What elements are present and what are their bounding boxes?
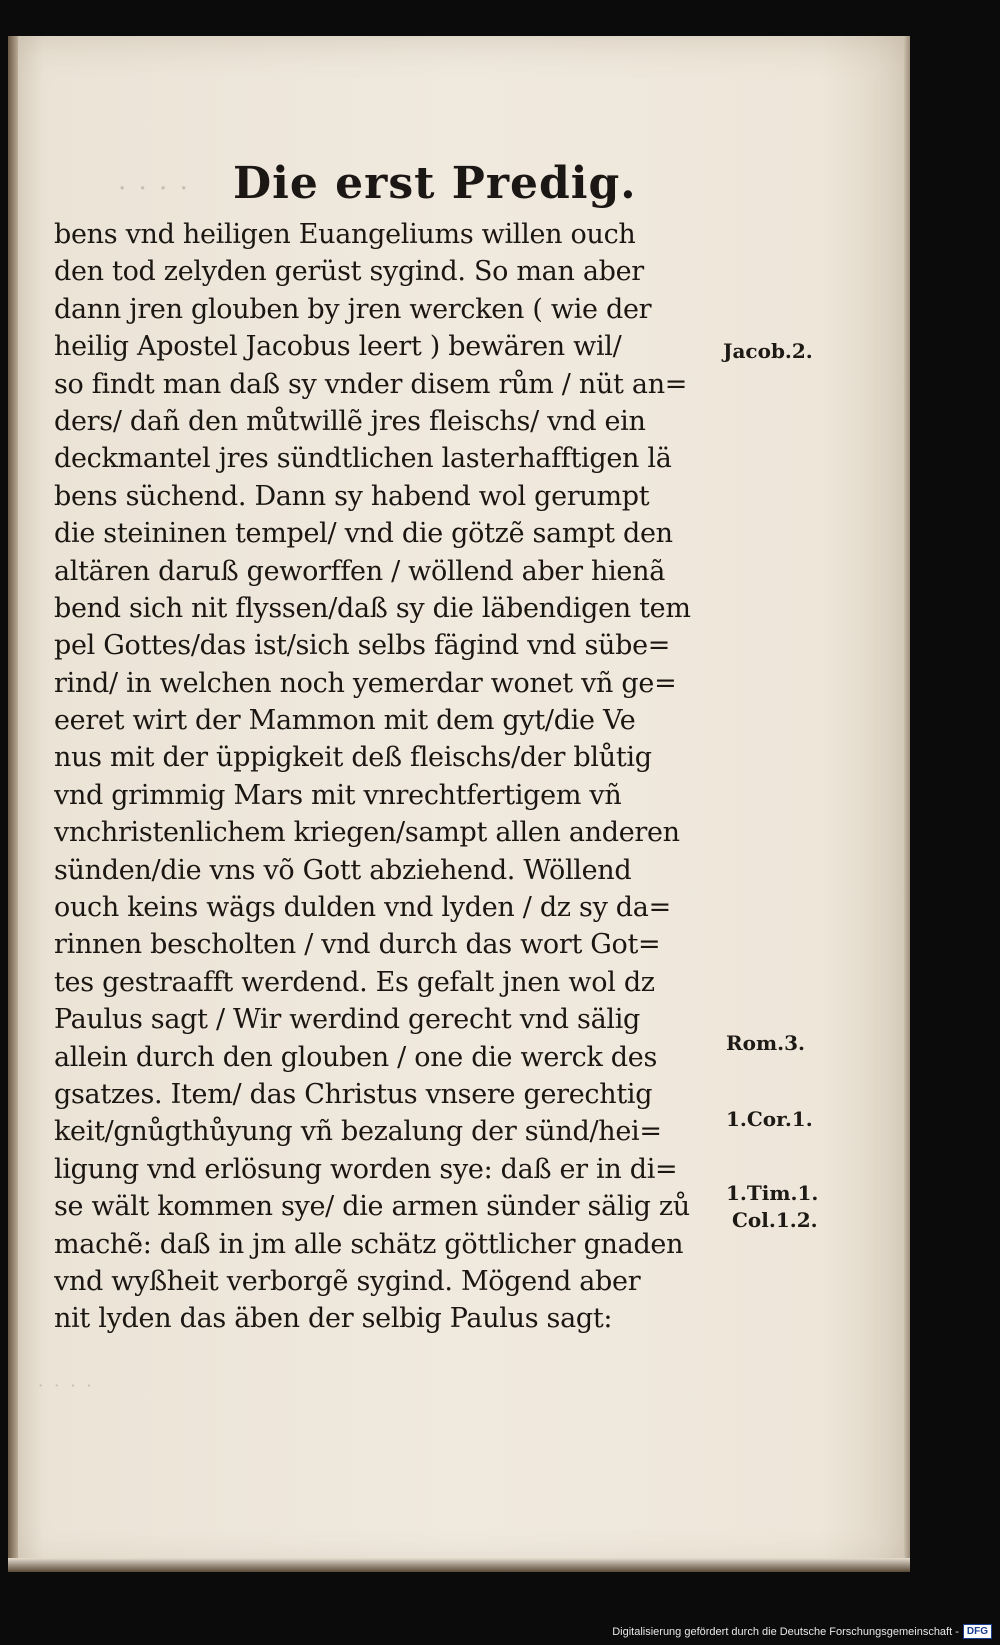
text-line: die steininen tempel/ vnd die götzẽ sampt den <box>54 518 673 550</box>
text-line: dann jren glouben by jren wercken ( wie der <box>54 293 652 325</box>
margin-note-cor: 1.Cor.1. <box>726 1107 813 1131</box>
text-line: nit lyden das äben der selbig Paulus sagt: <box>54 1303 613 1335</box>
text-line: vnchristenlichem kriegen/sampt allen anderen <box>54 817 680 849</box>
text-line: eeret wirt der Mammon mit dem gyt/die Ve <box>54 705 636 737</box>
page-outer-edge <box>904 36 910 1572</box>
text-line: nus mit der üppigkeit deß fleischs/der blůtig <box>54 742 652 774</box>
text-line: ouch keins wägs dulden vnd lyden / dz sy da= <box>54 892 671 924</box>
text-line: tes gestraafft werdend. Es gefalt jnen wol dz <box>54 966 655 998</box>
text-line: keit/gnůgthůyung vñ bezalung der sünd/hei= <box>54 1116 662 1148</box>
text-line: den tod zelyden gerüst sygind. So man aber <box>54 256 644 288</box>
text-line: bend sich nit flyssen/daß sy die läbendigen tem <box>54 592 691 624</box>
page-binding-edge <box>8 36 18 1572</box>
text-line: deckmantel jres sündtlichen lasterhafftigen lä <box>54 443 672 475</box>
text-line: altären daruß geworffen / wöllend aber hienã <box>54 555 665 587</box>
text-line: Paulus sagt / Wir werdind gerecht vnd sälig <box>54 1004 641 1036</box>
faded-show-through-heading: · · · · <box>118 174 190 204</box>
text-line: ders/ dañ den můtwillẽ jres fleischs/ vnd ein <box>54 405 646 437</box>
margin-note-rom: Rom.3. <box>726 1031 805 1055</box>
text-line: rinnen bescholten / vnd durch das wort Got= <box>54 929 661 961</box>
book-page <box>8 36 910 1572</box>
text-line: pel Gottes/das ist/sich selbs fägind vnd sübe= <box>54 630 671 662</box>
margin-note-jacob: Jacob.2. <box>723 339 813 363</box>
text-line: ligung vnd erlösung worden sye: daß er in di= <box>54 1153 678 1185</box>
page-bottom-edge <box>8 1558 910 1572</box>
text-line: machẽ: daß in jm alle schätz göttlicher gnaden <box>54 1228 684 1260</box>
margin-note-col: Col.1.2. <box>732 1208 818 1232</box>
text-line: rind/ in welchen noch yemerdar wonet vñ ge= <box>54 667 677 699</box>
body-text-block <box>54 216 734 1338</box>
text-line: se wält kommen sye/ die armen sünder sälig zů <box>54 1191 690 1223</box>
text-line: bens vnd heiligen Euangeliums willen ouch <box>54 219 636 250</box>
text-line: heilig Apostel Jacobus leert ) bewären wil/ <box>54 331 622 363</box>
faded-show-through-catchline: · · · · <box>38 1376 95 1395</box>
funding-footer <box>612 1624 992 1639</box>
text-line: so findt man daß sy vnder disem rům / nüt an= <box>54 368 688 400</box>
text-line: bens süchend. Dann sy habend wol gerumpt <box>54 480 650 512</box>
text-line: allein durch den glouben / one die werck des <box>54 1041 658 1073</box>
margin-note-tim: 1.Tim.1. <box>726 1181 819 1205</box>
running-head: Die erst Predig. <box>233 158 637 209</box>
dfg-logo: DFG <box>963 1624 992 1639</box>
text-line: sünden/die vns võ Gott abziehend. Wöllend <box>54 854 632 886</box>
text-line: vnd grimmig Mars mit vnrechtfertigem vñ <box>54 779 622 811</box>
text-line: vnd wyßheit verborgẽ sygind. Mögend aber <box>54 1265 641 1297</box>
funding-text: Digitalisierung gefördert durch die Deutsche Forschungsgemeinschaft - <box>612 1625 959 1638</box>
text-line: gsatzes. Item/ das Christus vnsere gerechtig <box>54 1078 653 1110</box>
